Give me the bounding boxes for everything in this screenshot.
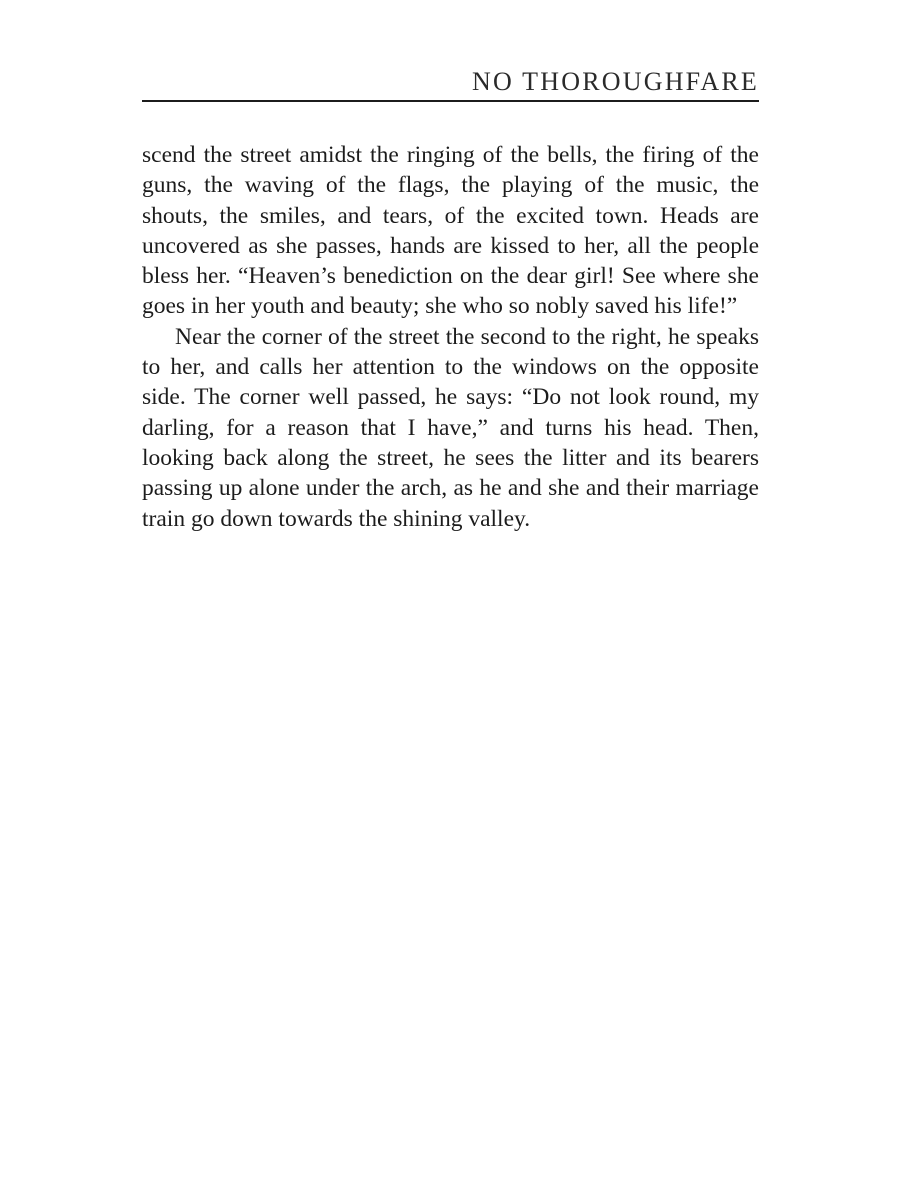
paragraph-1: scend the street amidst the ringing of the bells, the firing of the guns, the waving of the flags, the playing of the music, the shouts, the smiles, and tears, of the excited town. Heads are uncovered as she passes, hands are kissed to her, all the people bless her. “Heaven’s benediction on the dear girl! See where she goes in her youth and beauty; she who so nobly saved his life!” [142, 142, 759, 320]
paragraph-2: Near the corner of the street the second to the right, he speaks to her, and calls her attention to the windows on the opposite side. The corner well passed, he says: “Do not look round, my darling, for a reason that I have,” and turns his head. Then, looking back along the street, he sees the litter and its bearers passing up alone under the arch, as he and she and their marriage train go down towards the shining valley. [142, 323, 759, 532]
body-text [142, 140, 759, 534]
header-rule [142, 100, 759, 102]
running-header-title: NO THOROUGHFARE [472, 67, 759, 96]
